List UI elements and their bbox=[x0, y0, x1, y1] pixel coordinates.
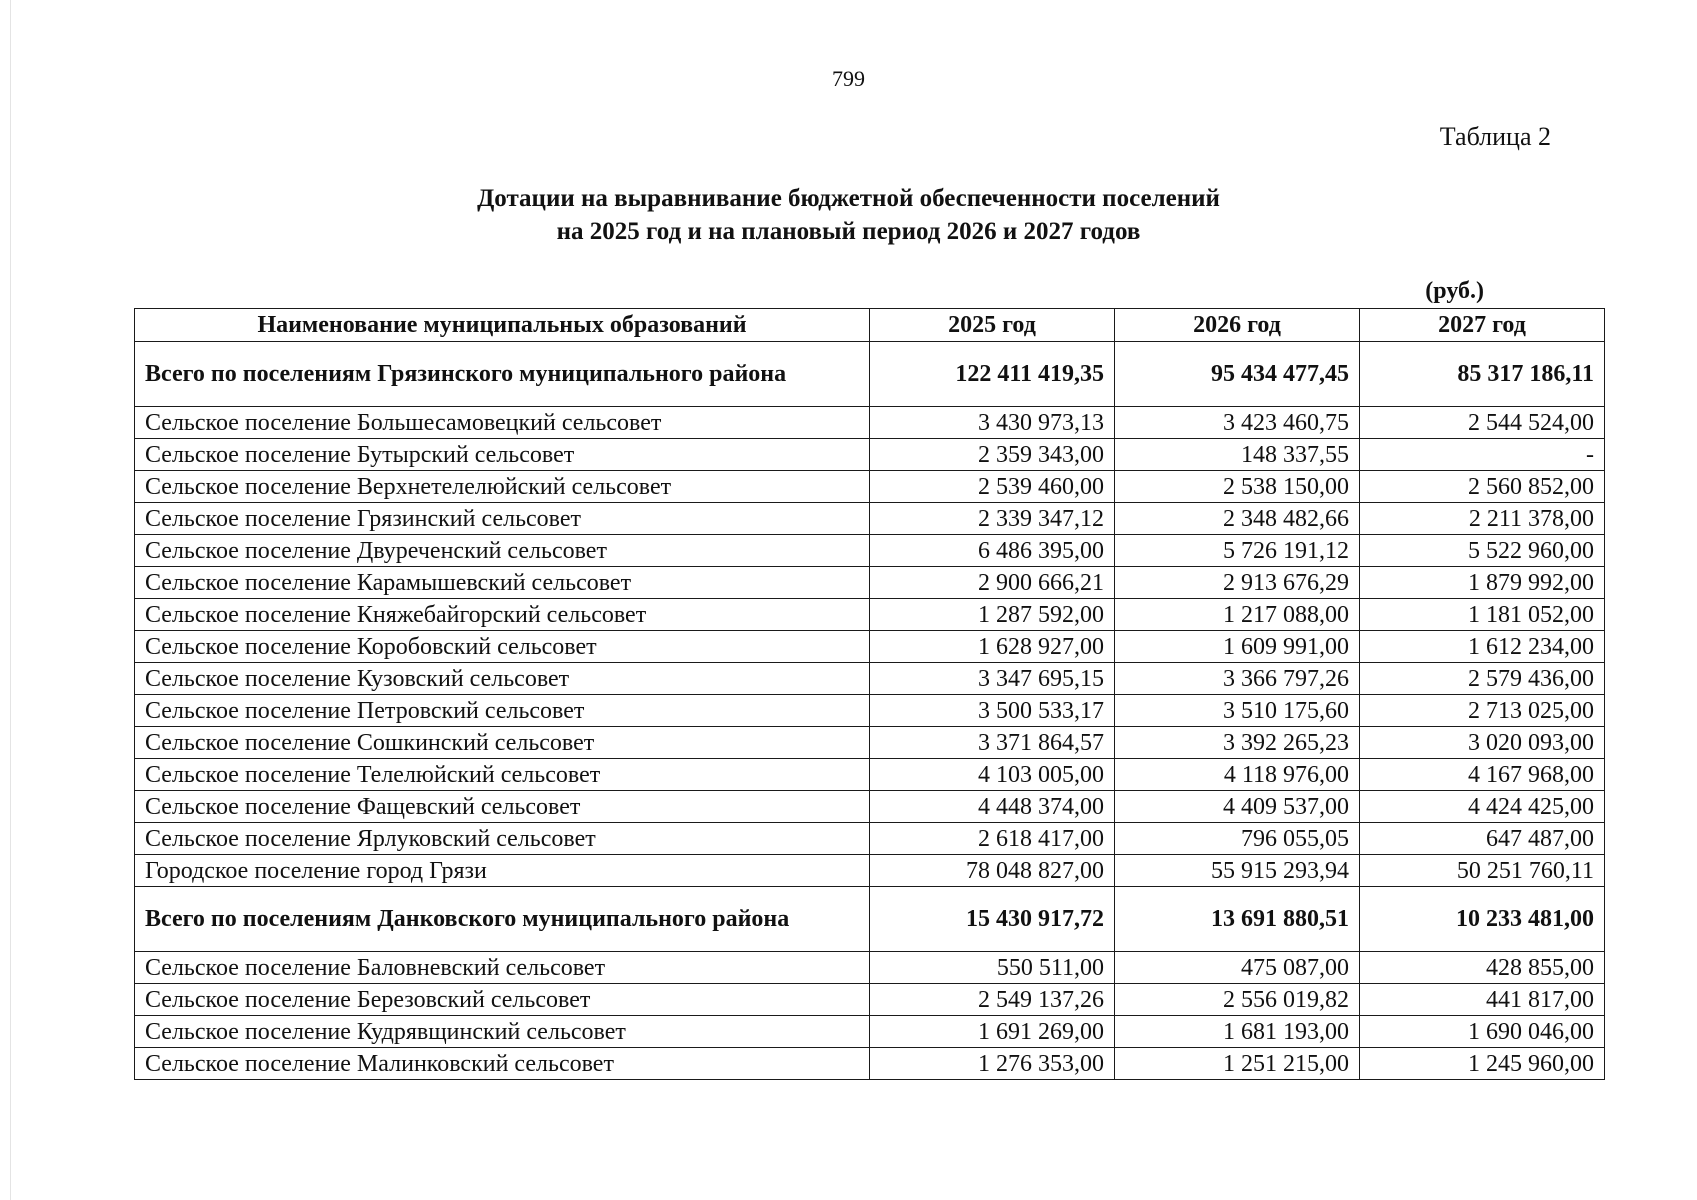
cell-municipality-name: Сельское поселение Коробовский сельсовет bbox=[135, 631, 870, 663]
cell-municipality-name: Всего по поселениям Данковского муниципального района bbox=[135, 887, 870, 952]
cell-value-2027: 1 879 992,00 bbox=[1360, 567, 1605, 599]
cell-value-2025: 4 448 374,00 bbox=[870, 791, 1115, 823]
cell-value-2027: 3 020 093,00 bbox=[1360, 727, 1605, 759]
table-row bbox=[135, 567, 1605, 599]
cell-value-2025: 4 103 005,00 bbox=[870, 759, 1115, 791]
cell-municipality-name: Сельское поселение Двуреченский сельсовет bbox=[135, 535, 870, 567]
cell-municipality-name: Городское поселение город Грязи bbox=[135, 855, 870, 887]
cell-value-2027: 50 251 760,11 bbox=[1360, 855, 1605, 887]
cell-municipality-name: Сельское поселение Карамышевский сельсовет bbox=[135, 567, 870, 599]
cell-value-2027: 2 560 852,00 bbox=[1360, 471, 1605, 503]
cell-value-2027: 647 487,00 bbox=[1360, 823, 1605, 855]
cell-value-2026: 55 915 293,94 bbox=[1115, 855, 1360, 887]
document-title bbox=[0, 182, 1697, 248]
cell-value-2025: 1 276 353,00 bbox=[870, 1048, 1115, 1080]
cell-municipality-name: Сельское поселение Сошкинский сельсовет bbox=[135, 727, 870, 759]
cell-value-2025: 3 500 533,17 bbox=[870, 695, 1115, 727]
table-row bbox=[135, 695, 1605, 727]
cell-value-2027: 1 612 234,00 bbox=[1360, 631, 1605, 663]
cell-value-2025: 2 618 417,00 bbox=[870, 823, 1115, 855]
cell-municipality-name: Сельское поселение Верхнетелелюйский сельсовет bbox=[135, 471, 870, 503]
cell-value-2027: 85 317 186,11 bbox=[1360, 342, 1605, 407]
document-title-line-1: Дотации на выравнивание бюджетной обеспеченности поселений bbox=[477, 185, 1220, 212]
cell-value-2026: 4 118 976,00 bbox=[1115, 759, 1360, 791]
cell-municipality-name: Всего по поселениям Грязинского муниципального района bbox=[135, 342, 870, 407]
cell-value-2025: 3 371 864,57 bbox=[870, 727, 1115, 759]
cell-value-2026: 3 423 460,75 bbox=[1115, 407, 1360, 439]
cell-municipality-name: Сельское поселение Березовский сельсовет bbox=[135, 984, 870, 1016]
cell-value-2026: 13 691 880,51 bbox=[1115, 887, 1360, 952]
cell-value-2025: 78 048 827,00 bbox=[870, 855, 1115, 887]
table-row bbox=[135, 439, 1605, 471]
table-body bbox=[135, 342, 1605, 1080]
table-row bbox=[135, 1048, 1605, 1080]
cell-municipality-name: Сельское поселение Большесамовецкий сельсовет bbox=[135, 407, 870, 439]
cell-value-2026: 1 609 991,00 bbox=[1115, 631, 1360, 663]
cell-value-2027: 2 579 436,00 bbox=[1360, 663, 1605, 695]
cell-value-2027: 10 233 481,00 bbox=[1360, 887, 1605, 952]
cell-municipality-name: Сельское поселение Княжебайгорский сельсовет bbox=[135, 599, 870, 631]
table-header-row bbox=[135, 309, 1605, 342]
cell-value-2025: 2 900 666,21 bbox=[870, 567, 1115, 599]
cell-value-2025: 3 347 695,15 bbox=[870, 663, 1115, 695]
cell-value-2027: 1 181 052,00 bbox=[1360, 599, 1605, 631]
cell-value-2025: 2 549 137,26 bbox=[870, 984, 1115, 1016]
table-row bbox=[135, 471, 1605, 503]
cell-municipality-name: Сельское поселение Петровский сельсовет bbox=[135, 695, 870, 727]
cell-value-2025: 2 539 460,00 bbox=[870, 471, 1115, 503]
cell-value-2025: 15 430 917,72 bbox=[870, 887, 1115, 952]
cell-value-2025: 122 411 419,35 bbox=[870, 342, 1115, 407]
cell-value-2025: 2 359 343,00 bbox=[870, 439, 1115, 471]
cell-value-2025: 1 287 592,00 bbox=[870, 599, 1115, 631]
cell-municipality-name: Сельское поселение Фащевский сельсовет bbox=[135, 791, 870, 823]
cell-value-2026: 2 913 676,29 bbox=[1115, 567, 1360, 599]
cell-value-2025: 6 486 395,00 bbox=[870, 535, 1115, 567]
table-row bbox=[135, 823, 1605, 855]
cell-value-2026: 2 348 482,66 bbox=[1115, 503, 1360, 535]
cell-value-2026: 5 726 191,12 bbox=[1115, 535, 1360, 567]
cell-value-2027: - bbox=[1360, 439, 1605, 471]
document-title-line-2: на 2025 год и на плановый период 2026 и 2027 годов bbox=[556, 218, 1141, 245]
cell-value-2027: 1 690 046,00 bbox=[1360, 1016, 1605, 1048]
cell-municipality-name: Сельское поселение Кузовский сельсовет bbox=[135, 663, 870, 695]
table-row bbox=[135, 727, 1605, 759]
cell-value-2025: 550 511,00 bbox=[870, 952, 1115, 984]
cell-municipality-name: Сельское поселение Телелюйский сельсовет bbox=[135, 759, 870, 791]
cell-value-2027: 441 817,00 bbox=[1360, 984, 1605, 1016]
cell-value-2026: 95 434 477,45 bbox=[1115, 342, 1360, 407]
cell-value-2025: 2 339 347,12 bbox=[870, 503, 1115, 535]
page-number: 799 bbox=[832, 66, 865, 91]
cell-value-2026: 475 087,00 bbox=[1115, 952, 1360, 984]
table-row bbox=[135, 503, 1605, 535]
table-row bbox=[135, 407, 1605, 439]
units-label: (руб.) bbox=[1425, 278, 1484, 304]
table-row bbox=[135, 791, 1605, 823]
table-row bbox=[135, 759, 1605, 791]
cell-value-2027: 2 713 025,00 bbox=[1360, 695, 1605, 727]
cell-value-2027: 428 855,00 bbox=[1360, 952, 1605, 984]
table-row bbox=[135, 952, 1605, 984]
table-row bbox=[135, 1016, 1605, 1048]
header-municipality-name: Наименование муниципальных образований bbox=[135, 309, 870, 342]
cell-value-2026: 1 681 193,00 bbox=[1115, 1016, 1360, 1048]
cell-value-2026: 3 366 797,26 bbox=[1115, 663, 1360, 695]
cell-municipality-name: Сельское поселение Грязинский сельсовет bbox=[135, 503, 870, 535]
table-row bbox=[135, 855, 1605, 887]
table-row bbox=[135, 984, 1605, 1016]
cell-value-2027: 5 522 960,00 bbox=[1360, 535, 1605, 567]
cell-value-2025: 3 430 973,13 bbox=[870, 407, 1115, 439]
cell-value-2026: 2 556 019,82 bbox=[1115, 984, 1360, 1016]
table-row bbox=[135, 535, 1605, 567]
cell-value-2026: 1 217 088,00 bbox=[1115, 599, 1360, 631]
header-year-2026: 2026 год bbox=[1115, 309, 1360, 342]
page-edge-line bbox=[10, 0, 11, 1200]
table-row bbox=[135, 663, 1605, 695]
table-row bbox=[135, 599, 1605, 631]
table-total-row bbox=[135, 342, 1605, 407]
cell-value-2027: 2 211 378,00 bbox=[1360, 503, 1605, 535]
cell-value-2027: 4 424 425,00 bbox=[1360, 791, 1605, 823]
table-label: Таблица 2 bbox=[1439, 122, 1551, 151]
header-year-2027: 2027 год bbox=[1360, 309, 1605, 342]
table-total-row bbox=[135, 887, 1605, 952]
cell-value-2026: 3 392 265,23 bbox=[1115, 727, 1360, 759]
table-row bbox=[135, 631, 1605, 663]
cell-value-2026: 796 055,05 bbox=[1115, 823, 1360, 855]
header-year-2025: 2025 год bbox=[870, 309, 1115, 342]
cell-value-2026: 148 337,55 bbox=[1115, 439, 1360, 471]
cell-value-2027: 1 245 960,00 bbox=[1360, 1048, 1605, 1080]
cell-value-2027: 2 544 524,00 bbox=[1360, 407, 1605, 439]
cell-value-2026: 2 538 150,00 bbox=[1115, 471, 1360, 503]
cell-value-2026: 1 251 215,00 bbox=[1115, 1048, 1360, 1080]
cell-municipality-name: Сельское поселение Ярлуковский сельсовет bbox=[135, 823, 870, 855]
cell-value-2026: 3 510 175,60 bbox=[1115, 695, 1360, 727]
cell-value-2026: 4 409 537,00 bbox=[1115, 791, 1360, 823]
cell-value-2025: 1 628 927,00 bbox=[870, 631, 1115, 663]
cell-municipality-name: Сельское поселение Баловневский сельсовет bbox=[135, 952, 870, 984]
cell-municipality-name: Сельское поселение Бутырский сельсовет bbox=[135, 439, 870, 471]
cell-municipality-name: Сельское поселение Кудрявщинский сельсовет bbox=[135, 1016, 870, 1048]
cell-value-2027: 4 167 968,00 bbox=[1360, 759, 1605, 791]
cell-municipality-name: Сельское поселение Малинковский сельсовет bbox=[135, 1048, 870, 1080]
subsidies-table bbox=[134, 308, 1605, 1080]
cell-value-2025: 1 691 269,00 bbox=[870, 1016, 1115, 1048]
